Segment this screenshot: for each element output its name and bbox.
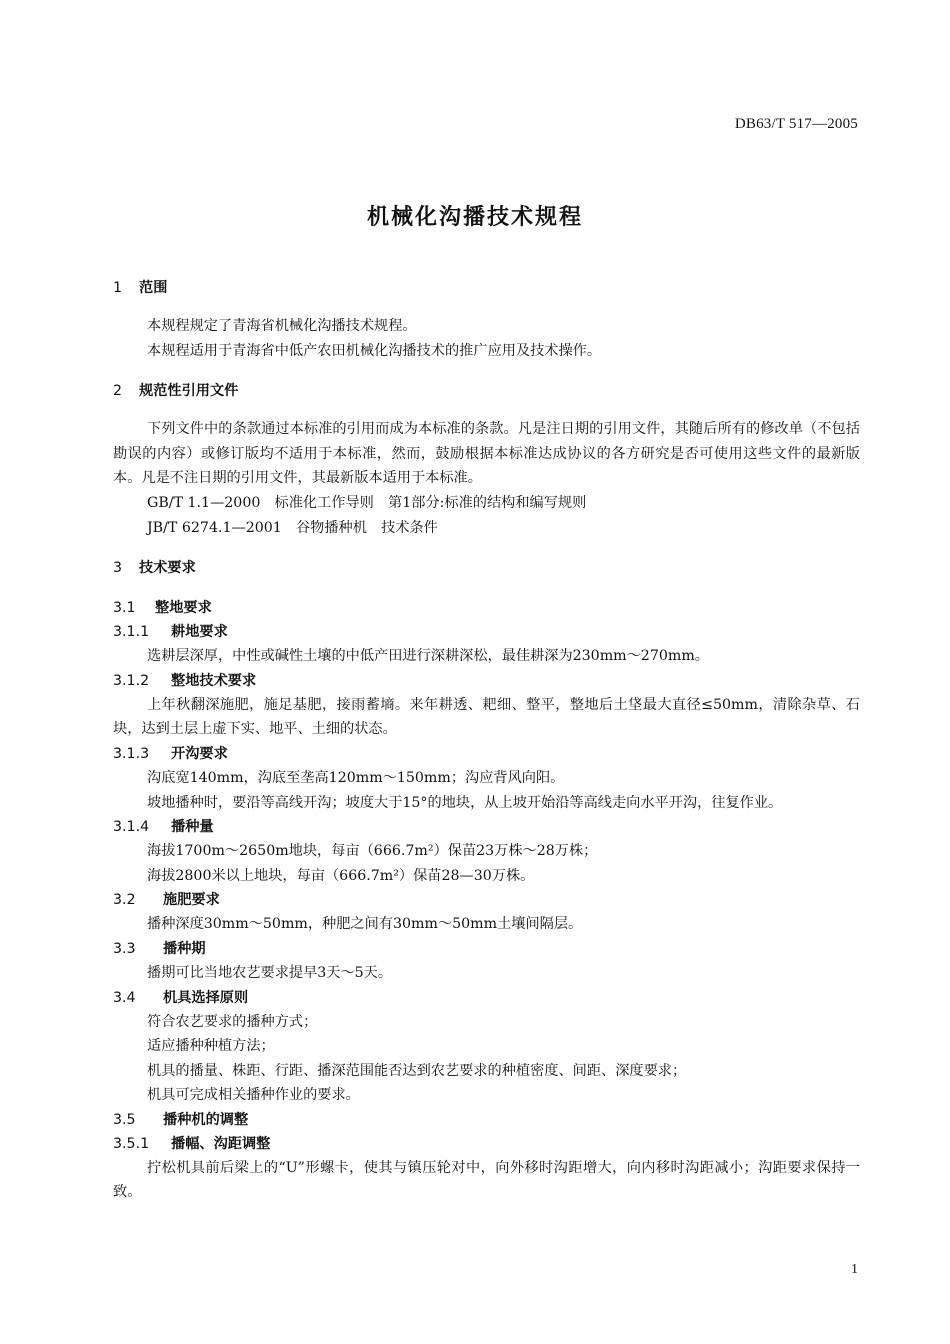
section-title: 耕地要求 — [171, 624, 228, 641]
paragraph: 本规程规定了青海省机械化沟播技术规程。 — [147, 318, 417, 334]
section-number: 3.1 — [113, 600, 136, 617]
section-title: 规范性引用文件 — [139, 383, 239, 400]
subsection-heading-3-1-4 — [113, 815, 860, 839]
document-body — [113, 276, 860, 1205]
subsection-heading-3-1 — [113, 596, 860, 620]
subsection-heading-3-4 — [113, 986, 860, 1010]
paragraph: 坡地播种时，要沿等高线开沟；坡度大于15°的地块，从上坡开始沿等高线走向水平开沟，往复作业。 — [147, 794, 783, 811]
document-title: 机械化沟播技术规程 — [366, 205, 583, 230]
paragraph: 沟底宽140mm，沟底至垄高120mm～150mm；沟应背风向阳。 — [147, 769, 565, 786]
section-number: 3.2 — [113, 892, 136, 909]
paragraph: 海拔2800米以上地块，每亩（666.7m²）保苗28—30万株。 — [147, 867, 535, 884]
section-title: 开沟要求 — [171, 745, 228, 762]
subsection-heading-3-1-3 — [113, 742, 860, 766]
section-number: 3.1.3 — [113, 745, 150, 762]
reference-item: JB/T 6274.1—2001 谷物播种机 技术条件 — [147, 519, 438, 536]
page-number: 1 — [851, 1262, 858, 1277]
section-title: 播种量 — [171, 819, 214, 836]
section-title: 整地要求 — [155, 600, 212, 617]
subsection-heading-3-5 — [113, 1108, 860, 1132]
subsection-heading-3-5-1 — [113, 1132, 860, 1156]
standard-code: DB63/T 517—2005 — [734, 116, 858, 132]
paragraph: 本规程适用于青海省中低产农田机械化沟播技术的推广应用及技术操作。 — [147, 342, 602, 359]
section-title: 整地技术要求 — [171, 672, 257, 689]
section-title: 播种机的调整 — [163, 1111, 249, 1128]
section-title: 技术要求 — [139, 560, 196, 577]
list-item: 机具可完成相关播种作业的要求。 — [147, 1087, 360, 1104]
section-title: 播幅、沟距调整 — [171, 1135, 271, 1152]
section-title: 施肥要求 — [163, 892, 220, 909]
section-number: 3.3 — [113, 940, 136, 957]
section-number: 1 — [113, 280, 123, 296]
section-heading-1 — [113, 276, 860, 300]
section-number: 3.5 — [113, 1111, 136, 1128]
section-heading-3 — [113, 556, 860, 580]
paragraph: 选耕层深厚，中性或碱性土壤的中低产田进行深耕深松，最佳耕深为230mm～270mm。 — [147, 648, 709, 665]
subsection-heading-3-1-1 — [113, 620, 860, 644]
list-item: 适应播种种植方法； — [147, 1038, 275, 1055]
paragraph: 拧松机具前后梁上的“U”形螺卡，使其与镇压轮对中，向外移时沟距增大，向内移时沟距减小；沟距要求保持一致。 — [113, 1159, 860, 1201]
section-number: 3.1.2 — [113, 672, 150, 689]
subsection-heading-3-1-2 — [113, 669, 860, 693]
section-number: 3.1.1 — [113, 624, 150, 641]
paragraph: 下列文件中的条款通过本标准的引用而成为本标准的条款。凡是注日期的引用文件，其随后所有的修改单（不包括勘误的内容）或修订版均不适用于本标准，然而，鼓励根据本标准达成协议的各方研究是否可使用这些文件的最新版本。凡是不注日期的引用文件，其最新版本适用于本标准。 — [113, 421, 860, 487]
section-number: 2 — [113, 383, 123, 400]
section-title: 播种期 — [163, 940, 206, 957]
subsection-heading-3-3 — [113, 937, 860, 961]
section-number: 3.1.4 — [113, 819, 150, 836]
section-title: 机具选择原则 — [163, 989, 249, 1006]
list-item: 机具的播量、株距、行距、播深范围能否达到农艺要求的种植密度、间距、深度要求； — [147, 1062, 687, 1079]
paragraph: 播种深度30mm～50mm，种肥之间有30mm～50mm土壤间隔层。 — [147, 916, 583, 933]
list-item: 符合农艺要求的播种方式； — [147, 1013, 318, 1030]
section-number: 3 — [113, 560, 123, 577]
section-heading-2 — [113, 379, 860, 403]
section-title: 范围 — [139, 280, 168, 296]
section-number: 3.4 — [113, 989, 136, 1006]
section-number: 3.5.1 — [113, 1135, 150, 1152]
reference-item: GB/T 1.1—2000 标准化工作导则 第1部分:标准的结构和编写规则 — [147, 494, 587, 511]
paragraph: 播期可比当地农艺要求提早3天～5天。 — [147, 964, 393, 981]
paragraph: 上年秋翻深施肥，施足基肥，接雨蓄墒。来年耕透、耙细、整平，整地后土垡最大直径≤50mm，清除杂草、石块，达到土层上虚下实、地平、土细的状态。 — [113, 696, 860, 738]
subsection-heading-3-2 — [113, 888, 860, 912]
paragraph: 海拔1700m～2650m地块，每亩（666.7m²）保苗23万株～28万株； — [147, 843, 598, 860]
